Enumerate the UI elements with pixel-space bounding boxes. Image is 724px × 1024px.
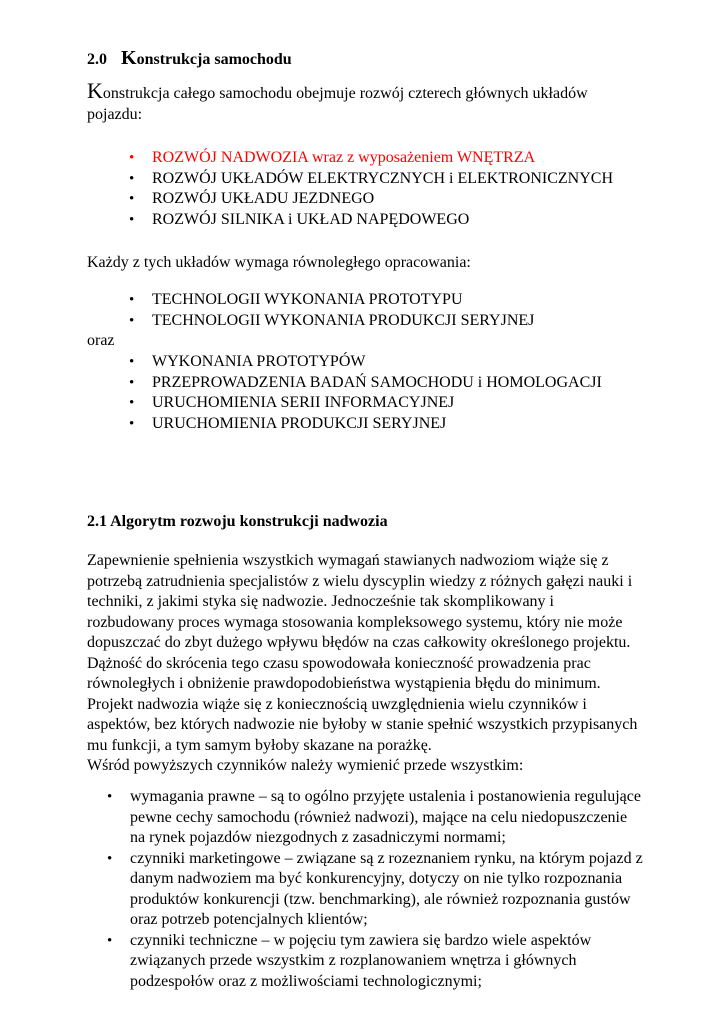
- list-item-line: podzespołów oraz z możliwościami technologicznymi;: [130, 972, 482, 990]
- body-paragraph: [87, 551, 687, 777]
- list-item: • PRZEPROWADZENIA BADAŃ SAMOCHODU i HOMOLOGACJI: [129, 373, 602, 394]
- list-item-line: produktów konkurencji (tzw. benchmarking), ale również rozpoznania gustów: [130, 890, 631, 908]
- section-heading-2-0: [87, 47, 292, 70]
- list-item: • TECHNOLOGII WYKONANIA PRODUKCJI SERYJNEJ: [129, 311, 534, 332]
- paragraph-line: techniki, z jakimi styka się nadwozie. Jednocześnie tak skomplikowany i: [87, 593, 554, 610]
- paragraph-line: Wśród powyższych czynników należy wymienić przede wszystkim:: [87, 757, 524, 774]
- list-item: • ROZWÓJ UKŁADU JEZDNEGO: [129, 189, 613, 210]
- list-item: • URUCHOMIENIA SERII INFORMACYJNEJ: [129, 393, 602, 414]
- list-item-line: danym nadwoziem ma być konkurencyjny, dotyczy on nie tylko rozpoznania: [130, 870, 623, 887]
- list-item-line: • wymagania prawne – są to ogólno przyjęte ustalenia i postanowienia regulujące: [130, 788, 641, 805]
- paragraph-line: aspektów, bez których nadwozie nie byłoby w stanie spełnić wszystkich przypisanych: [87, 716, 638, 733]
- list-item-line: na rynek pojazdów niezgodnych z zasadniczymi normami;: [130, 829, 506, 846]
- paragraph-line: Zapewnienie spełnienia wszystkich wymagań stawianych nadwoziom wiąże się z: [87, 552, 609, 569]
- paragraph-line: dopuszczać do zbyt dużego wpływu błędów na czas całkowity określonego projektu.: [87, 634, 631, 651]
- systems-list: [129, 148, 613, 230]
- list-item: • WYKONANIA PROTOTYPÓW: [129, 352, 602, 373]
- intro-line-1: onstrukcja całego samochodu obejmuje rozwój czterech głównych układów: [102, 85, 588, 102]
- list-item: • ROZWÓJ NADWOZIA wraz z wyposażeniem WNĘTRZA: [129, 148, 613, 169]
- requirement-text: Każdy z tych układów wymaga równoległego opracowania:: [87, 254, 471, 271]
- intro-line-2: pojazdu:: [87, 106, 143, 123]
- list-item: • URUCHOMIENIA PRODUKCJI SERYJNEJ: [129, 414, 602, 435]
- section-title-initial: K: [121, 47, 137, 69]
- technologies-list: [129, 290, 534, 331]
- list-item-line: • czynniki marketingowe – związane są z rozeznaniem rynku, na którym pojazd z: [130, 849, 643, 867]
- stages-list: [129, 352, 602, 434]
- section-number: 2.0: [87, 51, 107, 68]
- list-item-line: związanych przede wszystkim z rozplanowaniem wnętrza i głównych: [130, 952, 577, 969]
- section-heading-2-1: 2.1 Algorytm rozwoju konstrukcji nadwozia: [87, 513, 388, 530]
- section-title-rest: onstrukcja samochodu: [136, 51, 292, 68]
- list-item: [107, 931, 697, 993]
- intro-paragraph: [87, 78, 647, 125]
- paragraph-line: Dążność do skrócenia tego czasu spowodowała konieczność prowadzenia prac: [87, 654, 591, 672]
- list-item-line: oraz potrzeb potencjalnych klientów;: [130, 911, 368, 928]
- paragraph-line: równoległych i obniżenie prawdopodobieństwa wystąpienia błędu do minimum.: [87, 675, 601, 692]
- paragraph-line: Projekt nadwozia wiąże się z koniecznością uwzględnienia wielu czynników i: [87, 695, 587, 713]
- list-item: • ROZWÓJ UKŁADÓW ELEKTRYCZNYCH i ELEKTRONICZNYCH: [129, 169, 613, 190]
- paragraph-line: rozbudowany proces wymaga stosowania kompleksowego systemu, który nie może: [87, 613, 623, 631]
- paragraph-line: potrzebą zatrudnienia specjalistów z wielu dyscyplin wiedzy z różnych gałęzi nauki i: [87, 572, 633, 590]
- conjunction-text: oraz: [87, 332, 115, 349]
- paragraph-line: mu funkcji, a tym samym byłoby skazane na porażkę.: [87, 736, 432, 754]
- list-item: • TECHNOLOGII WYKONANIA PROTOTYPU: [129, 290, 534, 311]
- list-item: [107, 849, 697, 931]
- list-item-line: • czynniki techniczne – w pojęciu tym zawiera się bardzo wiele aspektów: [130, 931, 592, 949]
- list-item: • ROZWÓJ SILNIKA i UKŁAD NAPĘDOWEGO: [129, 210, 613, 231]
- intro-initial: K: [87, 78, 103, 103]
- list-item: [107, 787, 697, 849]
- factors-list: [107, 787, 697, 992]
- list-item-line: pewne cechy samochodu (również nadwozi), mające na celu niedopuszczenie: [130, 808, 628, 826]
